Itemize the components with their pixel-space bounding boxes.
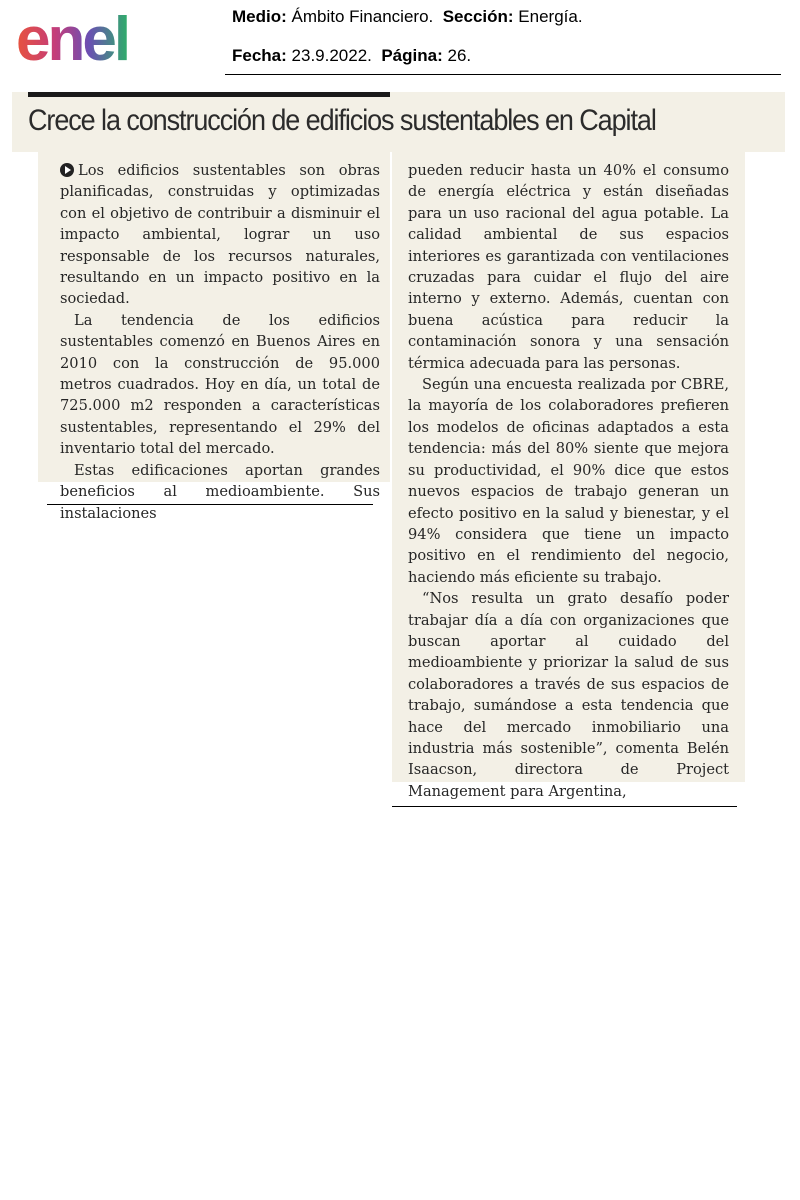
paragraph-text: Los edificios sustentables son obras planificadas, construidas y optimizadas con el objetivo de contribuir a disminuir el impacto ambiental, lograr un uso responsable de los recursos naturales, resultando en un impacto positivo en la sociedad. (60, 162, 380, 308)
article-column-1 (38, 152, 390, 522)
fecha-label: Fecha: (232, 46, 287, 65)
medio-seccion-line (232, 7, 583, 27)
paragraph: Estas edificaciones aportan grandes beneficios al medioambiente. Sus instalaciones (60, 461, 380, 522)
seccion-label: Sección: (442, 7, 514, 26)
paragraph: pueden reducir hasta un 40% el consumo de energía eléctrica y están diseñadas para un uso racional del agua potable. La calidad ambiental de sus espacios interiores es garantizada con ventilaciones cruzadas para cuidar el flujo del aire interno y externo. Además, cuentan con buena acústica para reducir la contaminación sonora y una sensación térmica adecuada para las personas. (408, 162, 729, 372)
pagina-value: 26. (447, 46, 472, 65)
medio-value: Ámbito Financiero. (291, 7, 434, 26)
enel-logo (14, 8, 174, 70)
title-accent-bar (28, 92, 390, 97)
medio-label: Medio: (232, 7, 287, 26)
header-divider (225, 74, 781, 75)
fecha-value: 23.9.2022. (291, 46, 372, 65)
column-2-end-rule (392, 806, 737, 807)
seccion-value: Energía. (518, 7, 583, 26)
article-column-2 (392, 152, 745, 800)
paragraph: Según una encuesta realizada por CBRE, la mayoría de los colaboradores prefieren los modelos de oficinas adaptados a esta tendencia: más del 80% siente que mejora su productividad, el 90% dice que estos nuevos espacios de trabajo generan un efecto positivo en la salud y bienestar, y el 94% considera que tiene un impacto positivo en el rendimiento del negocio, haciendo más eficiente su trabajo. (408, 376, 729, 586)
column-1-end-rule (47, 504, 373, 505)
fecha-pagina-line (232, 46, 471, 66)
pagina-label: Página: (381, 46, 443, 65)
paragraph: “Nos resulta un grato desafío poder trabajar día a día con organizaciones que buscan aportar al cuidado del medioambiente y priorizar la salud de sus colaboradores a través de sus espacios de trabajo, sumándose a esta tendencia que hace del mercado inmobiliario una industria más sostenible”, comenta Belén Isaacson, directora de Project Management para Argentina, (408, 590, 729, 800)
paragraph: La tendencia de los edificios sustentables comenzó en Buenos Aires en 2010 con la construcción de 95.000 metros cuadrados. Hoy en día, un total de 725.000 m2 responden a características sustentables, representando el 29% del inventario total del mercado. (60, 311, 380, 458)
play-bullet-icon (60, 163, 74, 177)
logo-wordmark: enel (16, 8, 129, 70)
article-title: Crece la construcción de edificios sustentables en Capital (28, 104, 656, 137)
paragraph (60, 160, 380, 310)
